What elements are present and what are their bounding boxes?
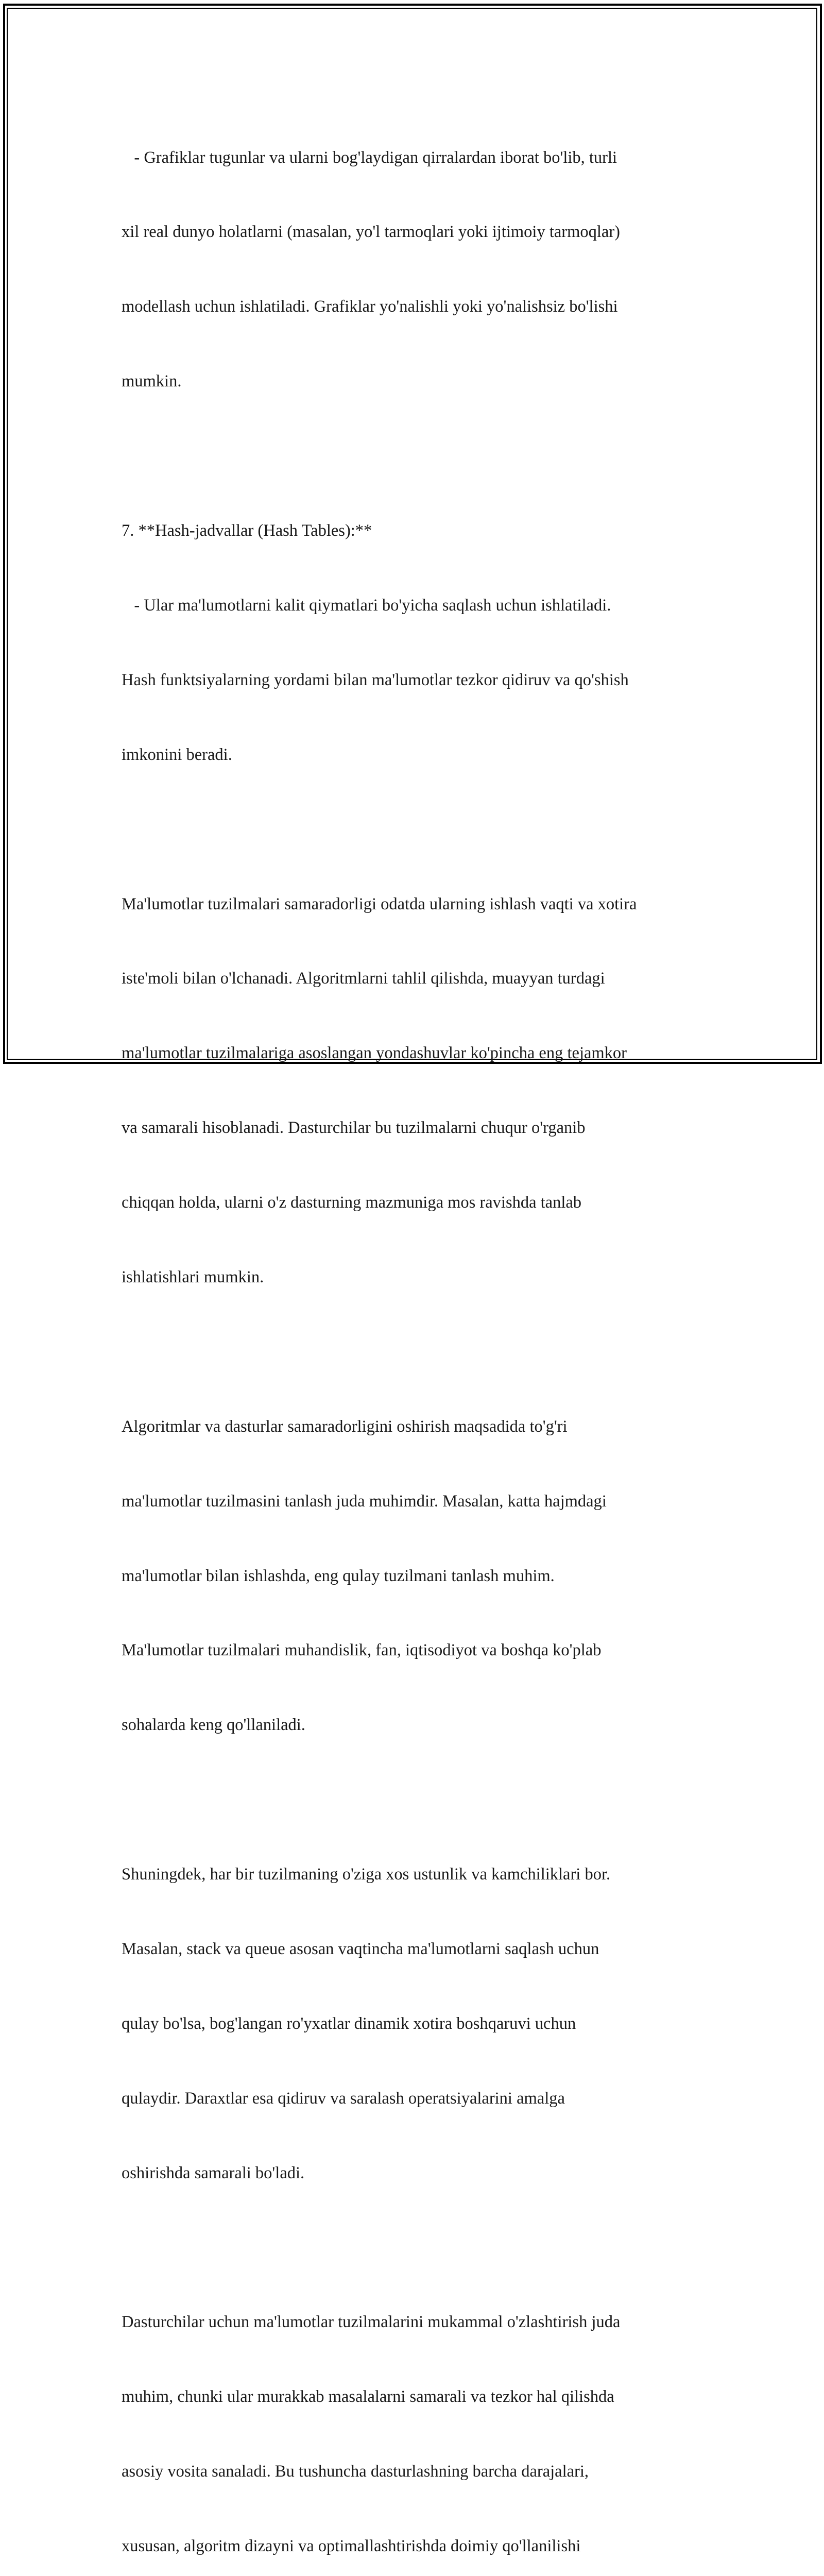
text-line: - Ular ma'lumotlarni kalit qiymatlari bo'yicha saqlash uchun ishlatiladi. [122,596,611,615]
paragraph-graphs [122,95,709,444]
text-line: va samarali hisoblanadi. Dasturchilar bu tuzilmalarni chuqur o'rganib [122,1118,586,1138]
text-line: iste'moli bilan o'lchanadi. Algoritmlarni tahlil qilishda, muayyan turdagi [122,969,605,988]
text-line: modellash uchun ishlatiladi. Grafiklar yo'nalishli yoki yo'nalishsiz bo'lishi [122,297,618,316]
text-line: oshirishda samarali bo'ladi. [122,2163,305,2182]
text-line: muhim, chunki ular murakkab masalalarni samarali va tezkor hal qilishda [122,2387,614,2406]
text-line: sohalarda keng qo'llaniladi. [122,1716,305,1735]
text-line: Hash funktsiyalarning yordami bilan ma'lumotlar tezkor qidiruv va qo'shish [122,670,629,689]
text-line: Ma'lumotlar tuzilmalari muhandislik, fan, iqtisodiyot va boshqa ko'plab [122,1641,602,1660]
text-line: Shuningdek, har bir tuzilmaning o'ziga xos ustunlik va kamchiliklari bor. [122,1865,611,1884]
text-line: mumkin. [122,372,182,391]
section-heading: 7. **Hash-jadvallar (Hash Tables):** [122,521,372,540]
text-line: ma'lumotlar bilan ishlashda, eng qulay tuzilmani tanlash muhim. [122,1566,555,1585]
text-line: imkonini beradi. [122,745,232,764]
text-line: xil real dunyo holatlarni (masalan, yo'l tarmoqlari yoki ijtimoiy tarmoqlar) [122,223,620,242]
text-line: qulay bo'lsa, bog'langan ro'yxatlar dinamik xotira boshqaruvi uchun [122,2014,576,2033]
paragraph-tradeoffs [122,1812,709,2235]
text-line: Algoritmlar va dasturlar samaradorligini oshirish maqsadida to'g'ri [122,1417,568,1436]
text-line: xususan, algoritm dizayni va optimallashtirishda doimiy qo'llanilishi [122,2537,581,2556]
paragraph-conclusion [122,2260,709,2576]
text-line: ishlatishlari mumkin. [122,1267,264,1286]
paragraph-efficiency [122,842,709,1340]
text-line: Ma'lumotlar tuzilmalari samaradorligi odatda ularning ishlash vaqti va xotira [122,894,637,913]
text-line: ma'lumotlar tuzilmalariga asoslangan yondashuvlar ko'pincha eng tejamkor [122,1044,627,1063]
text-line: asosiy vosita sanaladi. Bu tushuncha dasturlashning barcha darajalari, [122,2462,589,2481]
paragraph-hash-tables [122,468,709,817]
document-body [122,95,709,2576]
text-line: ma'lumotlar tuzilmasini tanlash juda muhimdir. Masalan, katta hajmdagi [122,1492,607,1511]
paragraph-algorithms [122,1364,709,1787]
text-line: qulaydir. Daraxtlar esa qidiruv va saralash operatsiyalarini amalga [122,2089,565,2108]
text-line: Masalan, stack va queue asosan vaqtincha ma'lumotlarni saqlash uchun [122,1939,599,1958]
text-line: Dasturchilar uchun ma'lumotlar tuzilmalarini mukammal o'zlashtirish juda [122,2313,621,2332]
text-line: - Grafiklar tugunlar va ularni bog'laydigan qirralardan iborat bo'lib, turli [122,148,617,167]
text-line: chiqqan holda, ularni o'z dasturning mazmuniga mos ravishda tanlab [122,1193,582,1212]
